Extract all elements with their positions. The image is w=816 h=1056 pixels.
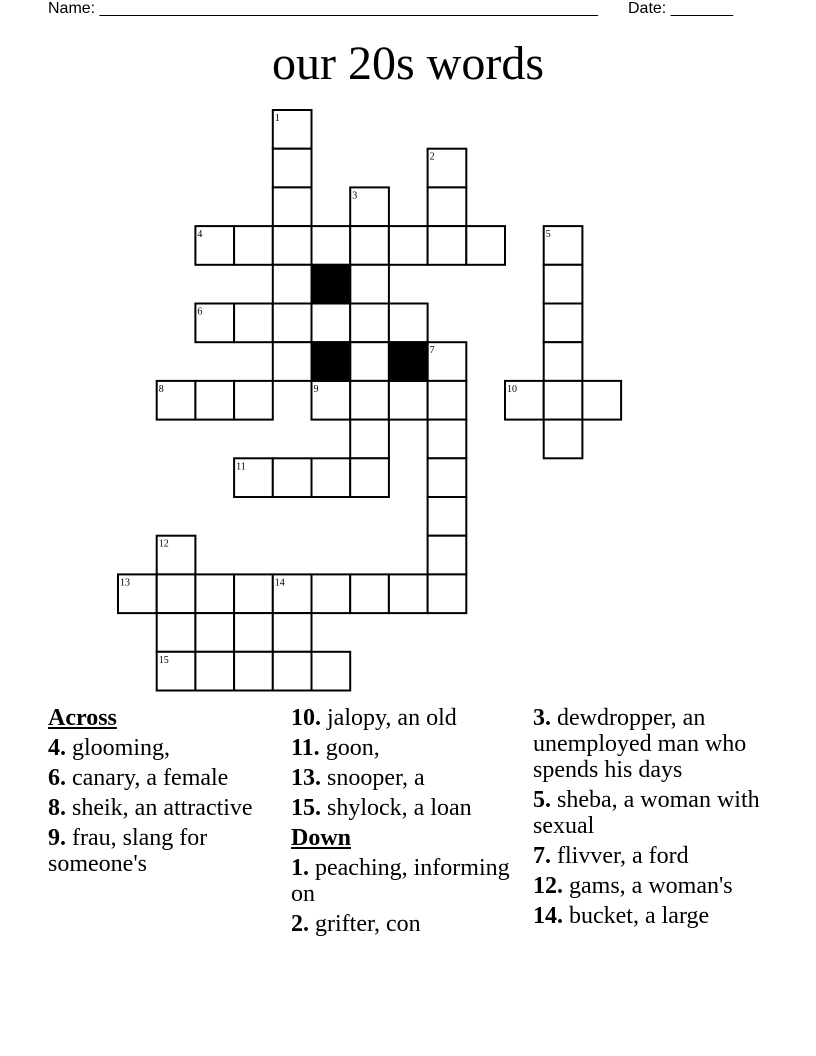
grid-cell[interactable] <box>350 265 389 304</box>
clue-item <box>48 735 283 761</box>
cell-number: 1 <box>274 113 280 124</box>
clue-number: 2. <box>291 911 309 937</box>
grid-block <box>312 342 351 381</box>
clue-text: shylock, a loan <box>321 795 472 821</box>
grid-cell[interactable] <box>350 304 389 343</box>
clues-column-3 <box>533 705 768 933</box>
clue-item <box>291 705 526 731</box>
cell-number: 15 <box>158 654 169 666</box>
grid-cell[interactable] <box>234 381 273 420</box>
grid-cell[interactable] <box>273 265 312 304</box>
grid-cell[interactable] <box>195 613 234 652</box>
grid-cell[interactable] <box>312 226 351 265</box>
clue-number: 5. <box>533 787 551 813</box>
clue-item <box>291 855 526 907</box>
grid-cell[interactable] <box>195 574 234 613</box>
grid-block <box>389 342 428 381</box>
grid-cell[interactable] <box>544 265 583 304</box>
down-heading: Down <box>291 825 352 851</box>
cell-number: 7 <box>429 345 435 357</box>
cell-number: 12 <box>158 538 169 550</box>
page-title: our 20s words <box>272 37 544 90</box>
cell-number: 3 <box>352 190 358 202</box>
across-heading: Across <box>48 705 117 731</box>
cell-number: 9 <box>313 383 319 395</box>
grid-cell[interactable] <box>428 226 467 265</box>
grid-cell[interactable] <box>389 574 428 613</box>
clue-text: canary, a female <box>66 765 229 791</box>
grid-cell[interactable] <box>544 381 583 420</box>
grid-cell[interactable] <box>582 381 621 420</box>
name-field-label: Name: ________________________________________________________ <box>48 0 598 17</box>
date-field-label: Date: _______ <box>628 0 733 17</box>
clue-text: snooper, a <box>321 765 425 791</box>
clue-number: 14. <box>533 903 563 929</box>
cell-number: 5 <box>545 229 551 241</box>
grid-cell[interactable] <box>234 226 273 265</box>
grid-cell[interactable] <box>312 574 351 613</box>
clue-text: sheik, an attractive <box>66 795 253 821</box>
grid-cell[interactable] <box>234 304 273 343</box>
clue-text: frau, slang for someone's <box>48 825 208 877</box>
grid-cell[interactable] <box>234 613 273 652</box>
clue-number: 3. <box>533 705 551 731</box>
cell-number: 4 <box>197 229 203 241</box>
clue-number: 9. <box>48 825 66 851</box>
clue-item <box>533 705 768 783</box>
clue-number: 15. <box>291 795 321 821</box>
clue-number: 10. <box>291 705 321 731</box>
grid-cell[interactable] <box>428 420 467 459</box>
cell-number: 13 <box>120 577 130 589</box>
cell-number: 8 <box>158 383 164 395</box>
clue-text: glooming, <box>66 735 171 761</box>
clue-item <box>533 787 768 839</box>
grid-cell[interactable] <box>234 574 273 613</box>
grid-cell[interactable] <box>350 226 389 265</box>
grid-cell[interactable] <box>273 187 312 226</box>
grid-cell[interactable] <box>389 304 428 343</box>
grid-cell[interactable] <box>234 652 273 691</box>
grid-cell[interactable] <box>544 304 583 343</box>
grid-cell[interactable] <box>195 381 234 420</box>
grid-cell[interactable] <box>428 497 467 536</box>
clue-item <box>291 911 526 937</box>
grid-cell[interactable] <box>428 381 467 420</box>
clue-item <box>48 795 283 821</box>
grid-cell[interactable] <box>350 342 389 381</box>
grid-cell[interactable] <box>428 187 467 226</box>
grid-cell[interactable] <box>157 613 196 652</box>
clue-text: goon, <box>319 735 380 761</box>
clue-item <box>533 873 768 899</box>
grid-cell[interactable] <box>273 226 312 265</box>
clue-number: 13. <box>291 765 321 791</box>
grid-cell[interactable] <box>389 381 428 420</box>
grid-cell[interactable] <box>273 304 312 343</box>
grid-cell[interactable] <box>466 226 505 265</box>
cell-number: 14 <box>274 577 285 589</box>
grid-cell[interactable] <box>195 652 234 691</box>
clue-text: grifter, con <box>309 911 421 937</box>
grid-cell[interactable] <box>350 420 389 459</box>
cell-number: 11 <box>236 461 246 473</box>
clues-column-2 <box>291 705 526 941</box>
grid-cell[interactable] <box>350 458 389 497</box>
clue-number: 1. <box>291 855 309 881</box>
grid-cell[interactable] <box>157 574 196 613</box>
grid-cell[interactable] <box>273 458 312 497</box>
cell-number: 2 <box>429 151 435 163</box>
clue-text: jalopy, an old <box>321 705 457 731</box>
grid-cell[interactable] <box>428 536 467 575</box>
grid-block <box>312 265 351 304</box>
clue-text: bucket, a large <box>563 903 710 929</box>
grid-cell[interactable] <box>273 613 312 652</box>
clue-number: 11. <box>291 735 320 761</box>
grid-cell[interactable] <box>273 149 312 188</box>
grid-cell[interactable] <box>428 574 467 613</box>
clue-item <box>291 765 526 791</box>
cell-number: 10 <box>507 383 517 395</box>
clue-number: 6. <box>48 765 66 791</box>
grid-cell[interactable] <box>312 652 351 691</box>
cell-number: 6 <box>197 306 203 318</box>
clue-item <box>48 765 283 791</box>
clue-number: 8. <box>48 795 66 821</box>
grid-cell[interactable] <box>273 342 312 381</box>
grid-cell[interactable] <box>350 381 389 420</box>
clue-text: flivver, a ford <box>551 843 689 869</box>
grid-cell[interactable] <box>428 458 467 497</box>
grid-cell[interactable] <box>544 342 583 381</box>
clue-text: gams, a woman's <box>563 873 733 899</box>
clues-column-1 <box>48 705 283 881</box>
clue-text: sheba, a woman with sexual <box>533 787 760 839</box>
grid-cell[interactable] <box>273 652 312 691</box>
clue-number: 7. <box>533 843 551 869</box>
grid-cell[interactable] <box>312 458 351 497</box>
grid-cell[interactable] <box>350 574 389 613</box>
clue-item <box>48 825 283 877</box>
grid-cell[interactable] <box>544 420 583 459</box>
clue-number: 4. <box>48 735 66 761</box>
clue-item <box>291 735 526 761</box>
clue-item <box>533 903 768 929</box>
grid-cell[interactable] <box>312 304 351 343</box>
clue-item <box>291 795 526 821</box>
clue-text: dewdropper, an unemployed man who spends his days <box>533 705 747 783</box>
clue-item <box>533 843 768 869</box>
clue-number: 12. <box>533 873 563 899</box>
clue-text: peaching, informing on <box>291 855 510 907</box>
grid-cell[interactable] <box>389 226 428 265</box>
